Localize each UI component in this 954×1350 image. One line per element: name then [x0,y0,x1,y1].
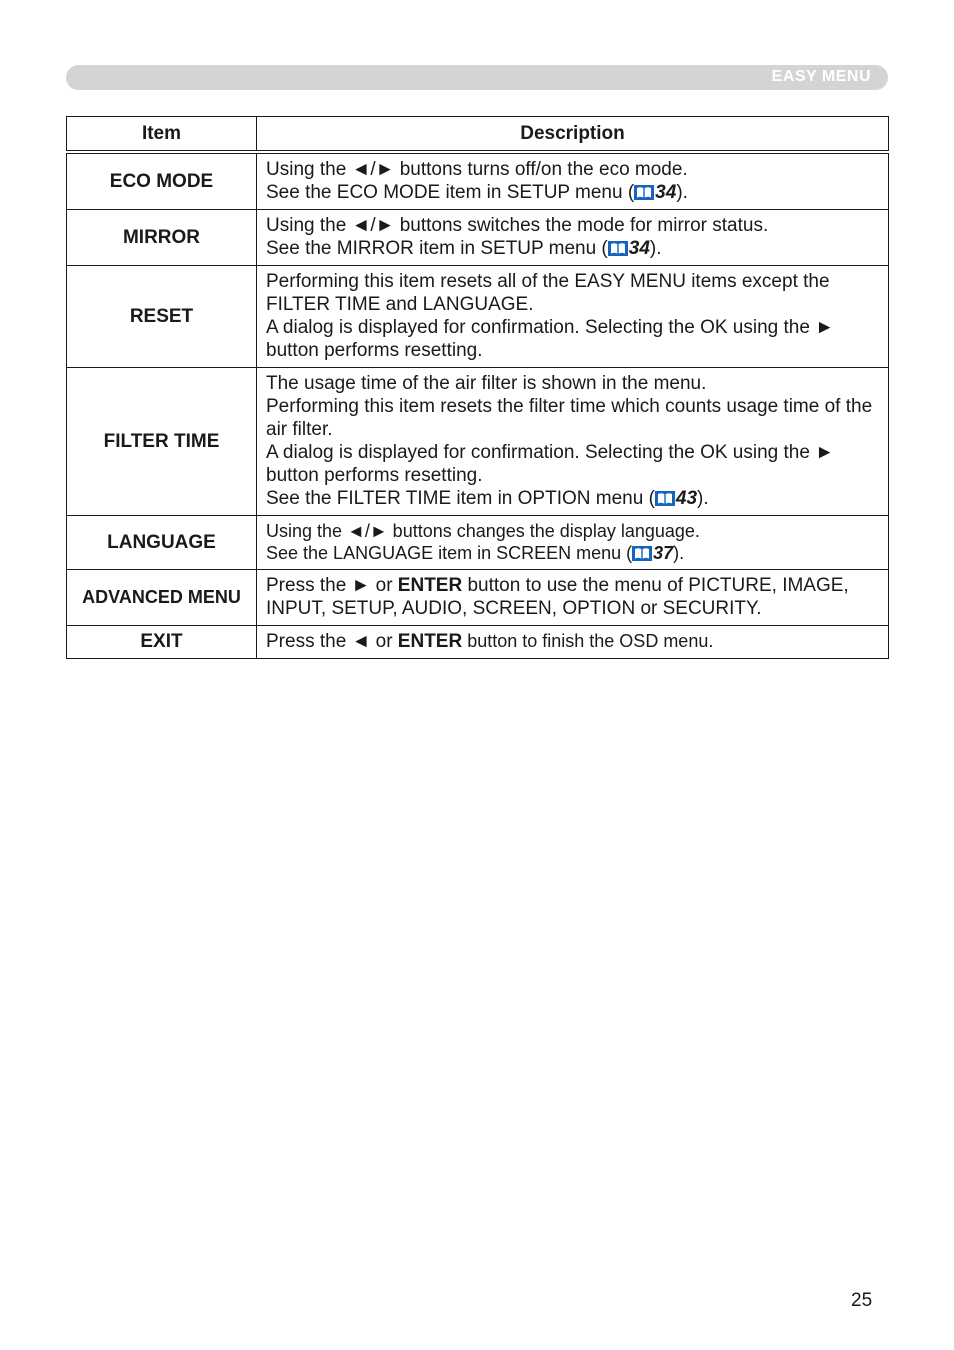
description-line: Press the ► or ENTER button to use the menu of PICTURE, IMAGE, INPUT, SETUP, AUDIO, SCREEN, OPTION or SECURITY. [266,575,849,619]
item-name: LANGUAGE [67,516,257,570]
page-reference: 34 [634,181,676,204]
item-description [257,368,889,516]
enter-key-label: ENTER [397,631,463,652]
item-description [257,210,889,266]
table-row [67,368,889,516]
table-row [67,516,889,570]
description-line: See the LANGUAGE item in SCREEN menu ( 37). [266,543,685,563]
section-header-bar [66,65,888,90]
description-line: Using the ◄/► buttons switches the mode for mirror status. [266,215,769,236]
item-description [257,570,889,626]
item-description [257,266,889,368]
page-reference: 43 [655,487,697,510]
item-name: ADVANCED MENU [67,570,257,626]
book-icon [634,185,654,200]
column-header-description: Description [257,117,889,153]
description-line: A dialog is displayed for confirmation. Selecting the OK using the ► button performs resetting. [266,442,835,486]
item-description [257,626,889,659]
page-reference: 34 [608,237,650,260]
description-line: A dialog is displayed for confirmation. Selecting the OK using the ► button performs resetting. [266,317,835,361]
item-description [257,516,889,570]
item-description [257,152,889,210]
column-header-item: Item [67,117,257,153]
item-name: MIRROR [67,210,257,266]
description-line: Press the ◄ or ENTER button to finish the OSD menu. [266,631,714,652]
item-name: RESET [67,266,257,368]
book-icon [608,241,628,256]
table-row [67,152,889,210]
item-name: ECO MODE [67,152,257,210]
enter-key-label: ENTER [397,575,463,596]
table-row [67,570,889,626]
section-title: EASY MENU [771,68,871,85]
description-line: See the ECO MODE item in SETUP menu ( 34). [266,182,688,203]
description-line: Performing this item resets all of the EASY MENU items except the FILTER TIME and LANGUAGE. [266,271,830,315]
description-line: See the FILTER TIME item in OPTION menu ( 43). [266,488,709,509]
table-row [67,626,889,659]
table-header-row [67,117,889,153]
description-line: The usage time of the air filter is shown in the menu. [266,373,707,394]
page-number: 25 [851,1290,873,1311]
description-line: See the MIRROR item in SETUP menu ( 34). [266,238,662,259]
table-row [67,266,889,368]
table-row [67,210,889,266]
item-name: FILTER TIME [67,368,257,516]
description-line: Using the ◄/► buttons turns off/on the eco mode. [266,159,688,180]
page-reference: 37 [632,542,673,564]
description-line: Using the ◄/► buttons changes the display language. [266,521,700,541]
easy-menu-table [66,116,889,659]
book-icon [632,546,652,561]
item-name: EXIT [67,626,257,659]
book-icon [655,491,675,506]
description-line: Performing this item resets the filter time which counts usage time of the air filter. [266,396,873,440]
